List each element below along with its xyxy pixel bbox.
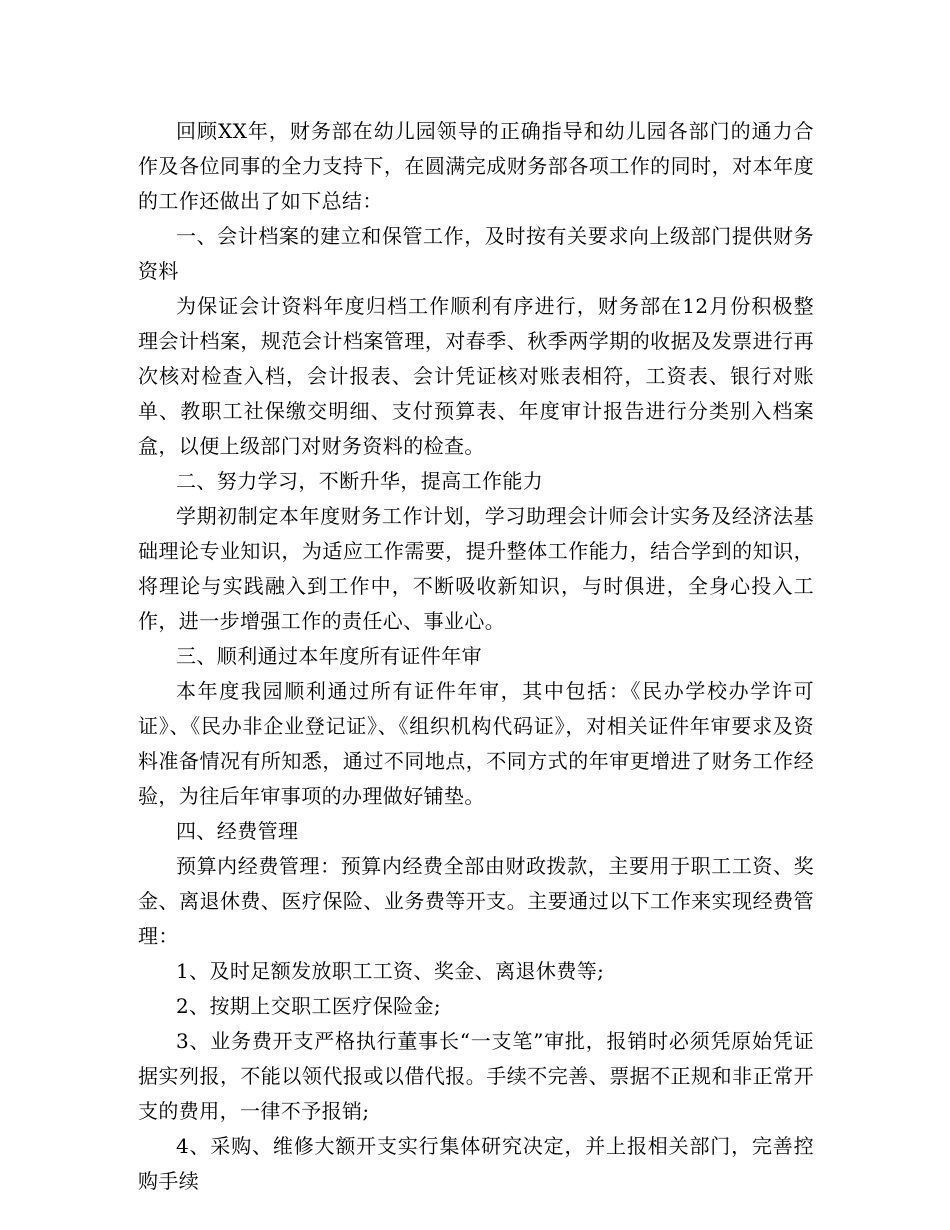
section-4-paragraph: 预算内经费管理：预算内经费全部由财政拨款，主要用于职工工资、奖金、离退休费、医疗保险、业务费等开支。主要通过以下工作来实现经费管理：	[138, 854, 814, 948]
list-item-4: 4、采购、维修大额开支实行集体研究决定，并上报相关部门，完善控购手续	[138, 1134, 814, 1193]
intro-paragraph: 回顾XX年，财务部在幼儿园领导的正确指导和幼儿园各部门的通力合作及各位同事的全力支持下，在圆满完成财务部各项工作的同时，对本年度的工作还做出了如下总结：	[138, 119, 814, 213]
section-heading-4: 四、经费管理	[176, 819, 299, 843]
list-item-2: 2、按期上交职工医疗保险金;	[176, 994, 442, 1018]
section-heading-1: 一、会计档案的建立和保管工作，及时按有关要求向上级部门提供财务资料	[138, 224, 814, 283]
section-heading-3: 三、顺利通过本年度所有证件年审	[176, 644, 482, 668]
section-2-paragraph: 学期初制定本年度财务工作计划，学习助理会计师会计实务及经济法基础理论专业知识，为适应工作需要，提升整体工作能力，结合学到的知识，将理论与实践融入到工作中，不断吸收新知识，与时俱进，全身心投入工作，进一步增强工作的责任心、事业心。	[138, 504, 814, 633]
list-item-1: 1、及时足额发放职工工资、奖金、离退休费等;	[176, 959, 605, 983]
list-item-3: 3、业务费开支严格执行董事长“一支笔”审批，报销时必须凭原始凭证据实列报，不能以领代报或以借代报。手续不完善、票据不正规和非正常开支的费用，一律不予报销;	[138, 1029, 814, 1123]
section-1-paragraph: 为保证会计资料年度归档工作顺利有序进行，财务部在12月份积极整理会计档案，规范会计档案管理，对春季、秋季两学期的收据及发票进行再次核对检查入档，会计报表、会计凭证核对账表相符，工资表、银行对账单、教职工社保缴交明细、支付预算表、年度审计报告进行分类别入档案盒，以便上级部门对财务资料的检查。	[138, 294, 814, 458]
section-3-paragraph: 本年度我园顺利通过所有证件年审，其中包括：《民办学校办学许可证》、《民办非企业登记证》、《组织机构代码证》，对相关证件年审要求及资料准备情况有所知悉，通过不同地点，不同方式的年审更增进了财务工作经验，为往后年审事项的办理做好铺垫。	[138, 679, 814, 808]
document-body	[138, 114, 814, 1199]
section-heading-2: 二、努力学习，不断升华，提高工作能力	[176, 469, 544, 493]
